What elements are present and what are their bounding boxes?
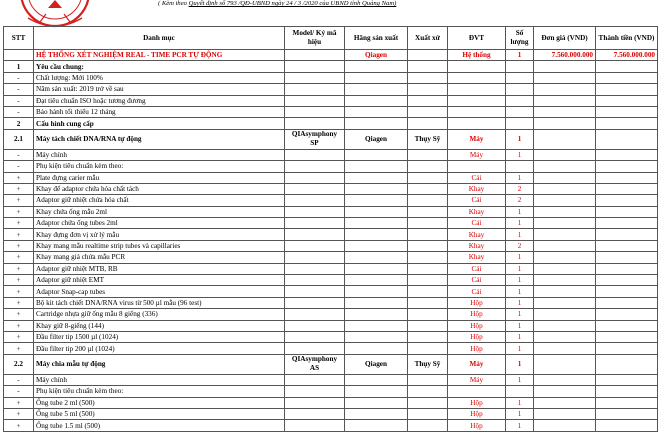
row-unit: Cái [448,218,506,229]
row-name: Khay đế adaptor chứa hóa chất tách [34,183,285,194]
device-qty: 1 [506,354,534,374]
device-name: Máy tách chiết DNA/RNA tự động [34,129,285,149]
system-qty: 1 [506,50,534,61]
table-row [4,263,658,274]
row-qty: 1 [506,297,534,308]
row-unit: Hộp [448,309,506,320]
row-name: Khay mang mẫu realtime strip tubes và capillaries [34,240,285,251]
row-stt: + [4,286,34,297]
row-unit: Cái [448,275,506,286]
col-header-name: Danh mục [34,27,285,50]
row-stt: + [4,263,34,274]
row-qty: 1 [506,408,534,419]
device-unit: Máy [448,354,506,374]
table-row [4,309,658,320]
col-header-total: Thành tiền (VND) [596,27,658,50]
table-header-row [4,27,658,50]
row-qty: 1 [506,218,534,229]
row-qty: 1 [506,275,534,286]
row-stt: + [4,397,34,408]
row-name: Bảo hành tối thiểu 12 tháng [34,106,285,117]
row-unit: Cái [448,195,506,206]
col-header-origin: Xuất xứ [408,27,448,50]
table-row [4,275,658,286]
row-name: Ống tube 5 ml (500) [34,408,285,419]
row-unit: Khay [448,183,506,194]
extractor-accessory-list [4,172,658,354]
row-stt: - [4,95,34,106]
row-stt: + [4,320,34,331]
system-price: 7.560.000.000 [534,50,596,61]
device-name: Máy chia mẫu tự động [34,354,285,374]
row-stt: + [4,218,34,229]
row-qty: 1 [506,263,534,274]
row-name: Adaptor Snap-cap tubes [34,286,285,297]
row-name: Adaptor chứa ống tubes 2ml [34,218,285,229]
section-row: 1 Yêu cầu chung: [4,61,658,72]
row-name: Bộ kit tách chiết DNA/RNA virus từ 500 µl mẫu (96 test) [34,297,285,308]
row-unit: Khay [448,229,506,240]
row-unit: Khay [448,240,506,251]
row-name: Ống tube 1.5 ml (500) [34,420,285,431]
row-unit: Cái [448,286,506,297]
row-qty: 2 [506,195,534,206]
table-row [4,297,658,308]
table-row: - Máy chính Máy 1 [4,374,658,385]
row-stt: + [4,240,34,251]
col-header-price: Đơn giá (VND) [534,27,596,50]
table-row [4,331,658,342]
row-stt: + [4,343,34,354]
row-unit: Hộp [448,343,506,354]
table-row [4,84,658,95]
row-stt: + [4,172,34,183]
row-name: Plate đựng carier mẫu [34,172,285,183]
row-stt: + [4,252,34,263]
row-name: Khay chứa ống mẫu 2ml [34,206,285,217]
row-stt: + [4,408,34,419]
liquid-handler-accessory-list [4,397,658,431]
row-qty: 1 [506,420,534,431]
table-row [4,183,658,194]
row-name: Adaptor giữ nhiệt chứa hóa chất [34,195,285,206]
row-stt: - [4,84,34,95]
table-row [4,320,658,331]
row-qty: 1 [506,286,534,297]
row-unit: Hộp [448,397,506,408]
row-unit: Khay [448,252,506,263]
section-title: Yêu cầu chung: [34,61,285,72]
table-row [4,408,658,419]
row-qty: 1 [506,343,534,354]
table-row [4,252,658,263]
row-name: Adaptor giữ nhiệt EMT [34,275,285,286]
table-row [4,286,658,297]
table-row [4,172,658,183]
device-model: QIAsymphony AS [285,354,345,374]
table-row [4,195,658,206]
device-model: QIAsymphony SP [285,129,345,149]
row-qty: 1 [506,309,534,320]
row-unit: Cái [448,263,506,274]
table-row [4,229,658,240]
row-name: Chất lượng: Mới 100% [34,72,285,83]
col-header-stt: STT [4,27,34,50]
row-stt: + [4,195,34,206]
row-name: Năm sản xuất: 2019 trở về sau [34,84,285,95]
table-row [4,95,658,106]
system-unit: Hệ thống [448,50,506,61]
table-row [4,218,658,229]
row-stt: + [4,229,34,240]
row-name: Khay giữ 8-giếng (144) [34,320,285,331]
row-unit: Hộp [448,297,506,308]
row-name: Khay mang giá chứa mẫu PCR [34,252,285,263]
row-unit: Cái [448,172,506,183]
equipment-list-table [3,26,658,432]
table-row [4,397,658,408]
row-qty: 2 [506,183,534,194]
row-qty: 1 [506,229,534,240]
device-row-extractor: 2.1 Máy tách chiết DNA/RNA tự động QIAsymphony SP Qiagen Thụy Sỹ Máy 1 [4,129,658,149]
row-stt: + [4,183,34,194]
row-stt: + [4,275,34,286]
table-row: - Phụ kiện tiêu chuẩn kèm theo: [4,386,658,397]
row-qty: 1 [506,252,534,263]
table-row [4,240,658,251]
table-row [4,343,658,354]
col-header-model: Model/ Ký mã hiệu [285,27,345,50]
row-qty: 1 [506,397,534,408]
row-unit: Hộp [448,331,506,342]
row-stt: + [4,297,34,308]
device-maker: Qiagen [345,129,408,149]
table-row [4,72,658,83]
table-row: - Máy chính Máy 1 [4,149,658,160]
device-maker: Qiagen [345,354,408,374]
row-stt: - [4,106,34,117]
row-name: Khay đựng đơn vị xử lý mẫu [34,229,285,240]
row-unit: Khay [448,206,506,217]
table-row: - Phụ kiện tiêu chuẩn kèm theo: [4,161,658,172]
system-maker: Qiagen [345,50,408,61]
row-qty: 1 [506,172,534,183]
section-title: Cấu hình cung cấp [34,118,285,129]
col-header-qty: Số lượng [506,27,534,50]
col-header-maker: Hãng sản xuất [345,27,408,50]
row-name: Adaptor giữ nhiệt MTB, RB [34,263,285,274]
row-stt: + [4,309,34,320]
row-stt: - [4,72,34,83]
row-name: Đạt tiêu chuẩn ISO hoặc tương đương [34,95,285,106]
system-name: HỆ THỐNG XÉT NGHIỆM REAL - TIME PCR TỰ ĐỘNG [34,50,285,61]
device-qty: 1 [506,129,534,149]
section-row: 2 Cấu hình cung cấp [4,118,658,129]
row-unit: Hộp [448,320,506,331]
row-name: Đầu filter tip 1500 µl (1024) [34,331,285,342]
row-qty: 1 [506,206,534,217]
system-row [4,50,658,61]
row-stt: + [4,331,34,342]
row-unit: Hộp [448,420,506,431]
system-total: 7.560.000.000 [596,50,658,61]
row-unit: Hộp [448,408,506,419]
row-stt: + [4,420,34,431]
row-stt: + [4,206,34,217]
device-unit: Máy [448,129,506,149]
device-origin: Thụy Sỹ [408,129,448,149]
device-row-liquid-handler: 2.2 Máy chia mẫu tự động QIAsymphony AS Qiagen Thụy Sỹ Máy 1 [4,354,658,374]
col-header-unit: ĐVT [448,27,506,50]
row-qty: 1 [506,331,534,342]
decision-reference-note: ( Kèm theo Quyết định số 793 /QĐ-UBND ngày 24 / 3 /2020 của UBND tỉnh Quảng Nam) [158,0,397,7]
general-requirements-list [4,72,658,118]
row-name: Ống tube 2 ml (500) [34,397,285,408]
table-row [4,206,658,217]
device-origin: Thụy Sỹ [408,354,448,374]
table-row [4,106,658,117]
row-name: Đầu filter tip 200 µl (1024) [34,343,285,354]
table-row [4,420,658,431]
row-qty: 1 [506,320,534,331]
row-qty: 2 [506,240,534,251]
row-name: Cartridge nhựa giữ ống mẫu 8 giếng (336) [34,309,285,320]
